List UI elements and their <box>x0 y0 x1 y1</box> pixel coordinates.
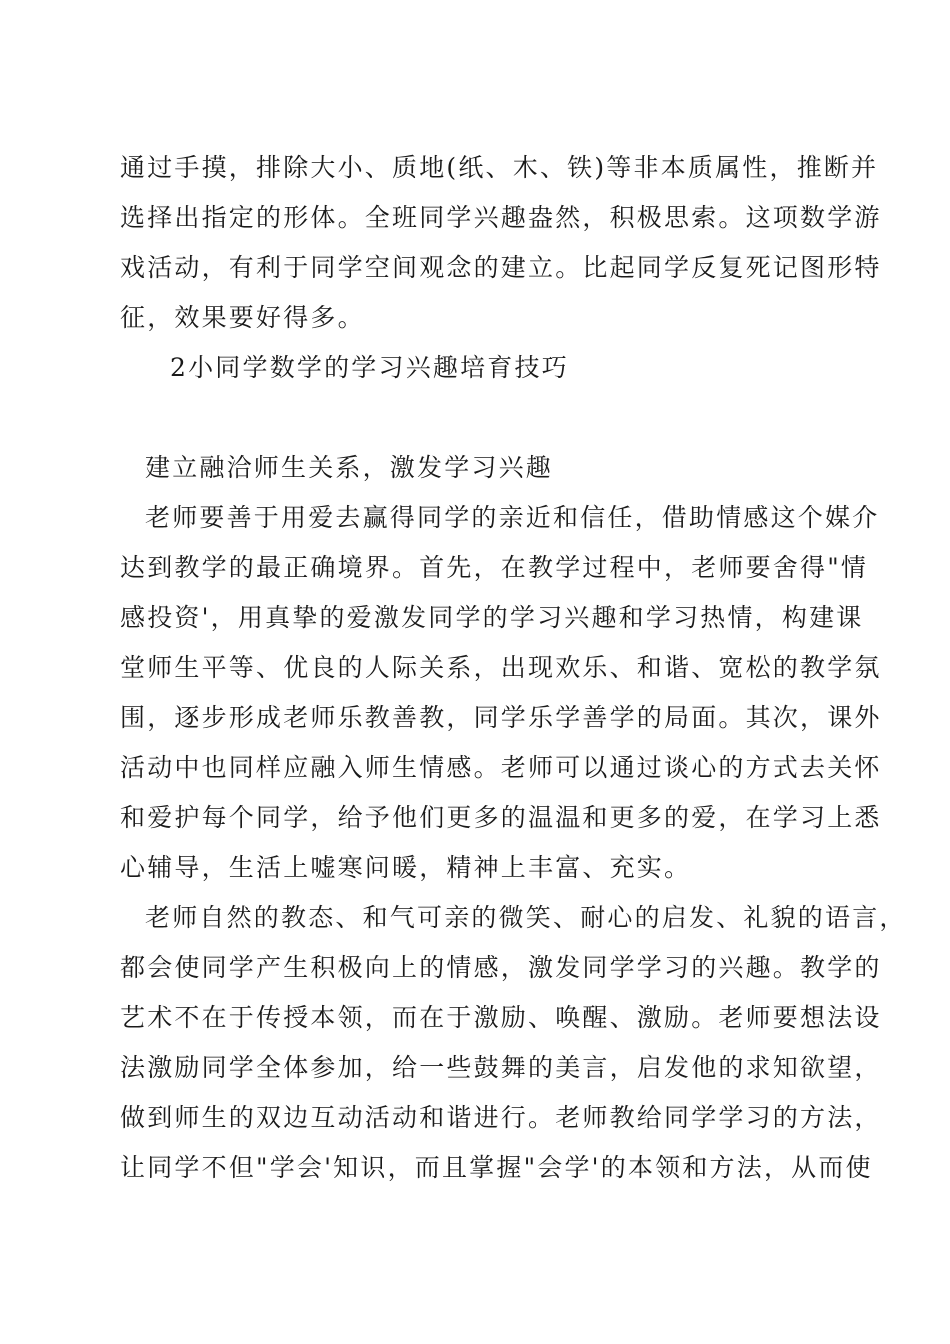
paragraph-2-line-3: 感投资'，用真挚的爱激发同学的学习兴趣和学习热情，构建课 <box>120 603 864 632</box>
paragraph-2-line-1: 老师要善于用爱去赢得同学的亲近和信任，借助情感这个媒介 <box>145 503 880 532</box>
subheading: 建立融洽师生关系，激发学习兴趣 <box>145 453 554 482</box>
section-heading: 2小同学数学的学习兴趣培育技巧 <box>170 353 569 382</box>
paragraph-3-line-6: 让同学不但"学会'知识，而且掌握"会学'的本领和方法，从而使 <box>120 1153 873 1182</box>
paragraph-3-line-1: 老师自然的教态、和气可亲的微笑、耐心的启发、礼貌的语言， <box>145 903 907 932</box>
paragraph-1-line-2: 选择出指定的形体。全班同学兴趣盎然，积极思索。这项数学游 <box>120 203 882 232</box>
paragraph-1-line-1: 通过手摸，排除大小、质地(纸、木、铁)等非本质属性，推断并 <box>120 153 879 182</box>
paragraph-2-line-6: 活动中也同样应融入师生情感。老师可以通过谈心的方式去关怀 <box>120 753 882 782</box>
paragraph-1-line-3: 戏活动，有利于同学空间观念的建立。比起同学反复死记图形特 <box>120 253 882 282</box>
paragraph-3-line-2: 都会使同学产生积极向上的情感，激发同学学习的兴趣。教学的 <box>120 953 882 982</box>
paragraph-3-line-4: 法激励同学全体参加，给一些鼓舞的美言，启发他的求知欲望， <box>120 1053 882 1082</box>
paragraph-2-line-8: 心辅导，生活上嘘寒问暖，精神上丰富、充实。 <box>120 853 692 882</box>
paragraph-2-line-7: 和爱护每个同学，给予他们更多的温温和更多的爱，在学习上悉 <box>120 803 882 832</box>
paragraph-2-line-5: 围，逐步形成老师乐教善教，同学乐学善学的局面。其次，课外 <box>120 703 882 732</box>
paragraph-3-line-3: 艺术不在于传授本领，而在于激励、唤醒、激励。老师要想法设 <box>120 1003 882 1032</box>
paragraph-2-line-2: 达到教学的最正确境界。首先，在教学过程中，老师要舍得"情 <box>120 553 869 582</box>
paragraph-2-line-4: 堂师生平等、优良的人际关系，出现欢乐、和谐、宽松的教学氛 <box>120 653 882 682</box>
paragraph-1-line-4: 征，效果要好得多。 <box>120 303 365 332</box>
paragraph-3-line-5: 做到师生的双边互动活动和谐进行。老师教给同学学习的方法， <box>120 1103 882 1132</box>
